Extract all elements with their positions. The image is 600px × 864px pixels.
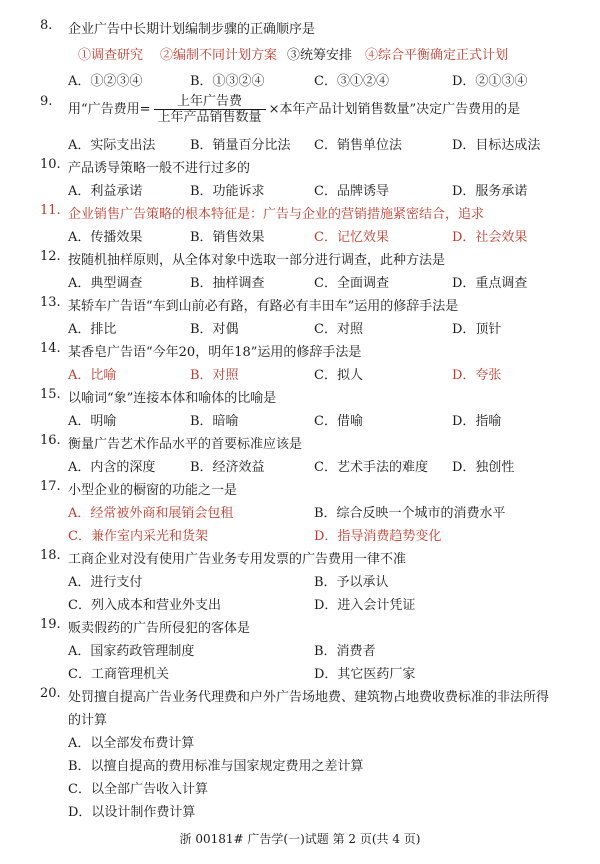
q10-option-a: A．利益承诺 [68, 184, 143, 199]
q8-option-a: A．①②③④ [68, 74, 143, 89]
q20-option-a: A．以全部发布费计算 [68, 736, 195, 751]
q19-option-d: D．其它医药厂家 [314, 667, 416, 682]
q17-option-b: B．综合反映一个城市的消费水平 [314, 506, 506, 521]
q20-option-b: B．以擅自提高的费用标准与国家规定费用之差计算 [68, 759, 364, 774]
question-11-stem: 企业销售广告策略的根本特征是：广告与企业的营销措施紧密结合，追求 [68, 207, 485, 222]
q11-option-a: A．传播效果 [68, 230, 143, 245]
question-13-stem: 某轿车广告语“车到山前必有路，有路必有丰田车”运用的修辞手法是 [68, 299, 459, 314]
q18-option-d: D．进入会计凭证 [314, 598, 416, 613]
q9-fraction-denominator: 上年产品销售数量 [157, 110, 262, 125]
question-12-number: 12. [40, 249, 61, 264]
question-9-number: 9. [40, 94, 53, 109]
question-15-stem: 以喻词“象”连接本体和喻体的比喻是 [68, 391, 277, 406]
question-19-number: 19. [40, 617, 61, 632]
q14-option-c: C．拟人 [314, 368, 363, 383]
q12-option-c: C．全面调查 [314, 276, 389, 291]
q20-option-c: C．以全部广告收入计算 [68, 782, 208, 797]
q19-option-a: A．国家药政管理制度 [68, 644, 195, 659]
q12-option-a: A．典型调查 [68, 276, 143, 291]
q13-option-b: B．对偶 [190, 322, 239, 337]
q15-option-c: C．借喻 [314, 414, 363, 429]
question-9-stem [68, 94, 520, 125]
q13-option-d: D．顶针 [452, 322, 502, 337]
q18-option-c: C．列入成本和营业外支出 [68, 598, 221, 613]
q14-option-d: D．夸张 [452, 368, 502, 383]
q14-option-a: A．比喻 [68, 368, 117, 383]
q15-option-d: D．指喻 [452, 414, 502, 429]
page-footer: 浙 00181# 广告学(一)试题 第 2 页(共 4 页) [179, 832, 421, 846]
q16-option-a: A．内含的深度 [68, 460, 156, 475]
q9-option-b: B．销量百分比法 [190, 138, 291, 153]
q10-option-c: C．品牌诱导 [314, 184, 389, 199]
q18-option-a: A．进行支付 [68, 575, 143, 590]
question-16-number: 16. [40, 433, 61, 448]
question-20-stem-line-2: 的计算 [68, 713, 108, 728]
question-16-stem: 衡量广告艺术作品水平的首要标准应该是 [68, 437, 303, 452]
q17-option-c: C．兼作室内采光和货架 [68, 529, 208, 544]
q18-option-b: B．予以承认 [314, 575, 389, 590]
q8-item-2: ②编制不同计划方案 [160, 48, 278, 63]
q10-option-d: D．服务承诺 [452, 184, 528, 199]
q11-option-c: C．记忆效果 [314, 230, 389, 245]
q10-option-b: B．功能诉求 [190, 184, 265, 199]
q11-option-d: D．社会效果 [452, 230, 528, 245]
q9-option-d: D．目标达成法 [452, 138, 541, 153]
q8-option-b: B．①③②④ [190, 74, 265, 89]
question-18-number: 18. [40, 548, 61, 563]
q16-option-b: B．经济效益 [190, 460, 265, 475]
q12-option-d: D．重点调查 [452, 276, 528, 291]
q9-stem-pre: 用“广告费用= [68, 102, 151, 117]
q9-stem-post: ×本年产品计划销售数量”决定广告费用的是 [268, 102, 521, 117]
q17-option-d: D．指导消费趋势变化 [314, 529, 442, 544]
question-10-number: 10. [40, 157, 61, 172]
question-8-number: 8. [40, 18, 53, 33]
question-19-stem: 贩卖假药的广告所侵犯的客体是 [68, 621, 251, 636]
question-20-number: 20. [40, 686, 61, 701]
q8-option-c: C．③①②④ [314, 74, 389, 89]
q15-option-a: A．明喻 [68, 414, 117, 429]
question-8-stem: 企业广告中长期计划编制步骤的正确顺序是 [68, 22, 316, 37]
q19-option-b: B．消费者 [314, 644, 376, 659]
question-15-number: 15. [40, 387, 61, 402]
q9-fraction-numerator: 上年广告费 [154, 94, 266, 110]
question-11-number: 11. [40, 203, 61, 218]
question-17-stem: 小型企业的橱窗的功能之一是 [68, 483, 238, 498]
q20-option-d: D．以设计制作费计算 [68, 805, 196, 820]
q12-option-b: B．抽样调查 [190, 276, 265, 291]
question-17-number: 17. [40, 479, 61, 494]
question-12-stem: 按随机抽样原则，从全体对象中选取一部分进行调查，此种方法是 [68, 253, 446, 268]
q9-option-c: C．销售单位法 [314, 138, 402, 153]
question-18-stem: 工商企业对没有使用广告业务专用发票的广告费用一律不准 [68, 552, 407, 567]
q9-fraction [154, 94, 266, 125]
question-20-stem-line-1: 处罚擅自提高广告业务代理费和户外广告场地费、建筑物占地费收费标准的非法所得 [68, 690, 550, 705]
q9-option-a: A．实际支出法 [68, 138, 156, 153]
q17-option-a: A．经常被外商和展销会包租 [68, 506, 234, 521]
q16-option-c: C．艺术手法的难度 [314, 460, 428, 475]
q8-item-3: ③统筹安排 [287, 48, 353, 63]
q13-option-c: C．对照 [314, 322, 363, 337]
q19-option-c: C．工商管理机关 [68, 667, 169, 682]
q14-option-b: B．对照 [190, 368, 239, 383]
question-13-number: 13. [40, 295, 61, 310]
q11-option-b: B．销售效果 [190, 230, 265, 245]
q15-option-b: B．暗喻 [190, 414, 239, 429]
question-10-stem: 产品诱导策略一般不进行过多的 [68, 161, 251, 176]
q13-option-a: A．排比 [68, 322, 117, 337]
q16-option-d: D．独创性 [452, 460, 515, 475]
q8-item-4: ④综合平衡确定正式计划 [365, 48, 509, 63]
q8-item-1: ①调查研究 [78, 48, 144, 63]
question-14-stem: 某香皂广告语“今年20，明年18”运用的修辞手法是 [68, 345, 362, 360]
question-14-number: 14. [40, 341, 61, 356]
q8-option-d: D．②①③④ [452, 74, 528, 89]
